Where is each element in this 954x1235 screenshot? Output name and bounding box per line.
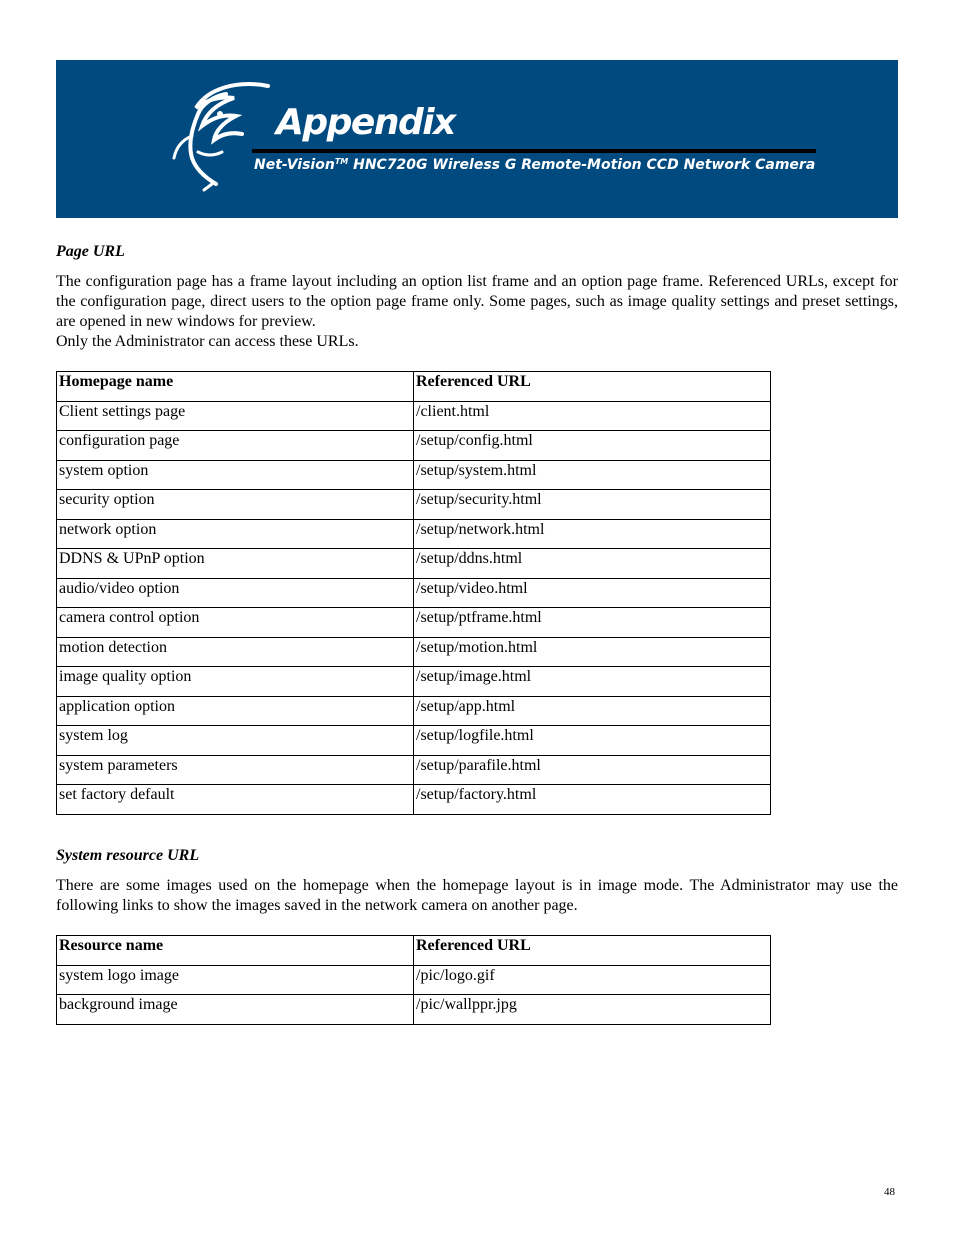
banner-divider (252, 149, 816, 153)
referenced-url-cell: /pic/logo.gif (414, 965, 771, 995)
table-row (57, 785, 771, 815)
resource-name-cell: background image (57, 995, 414, 1025)
referenced-url-cell: /setup/factory.html (414, 785, 771, 815)
referenced-url-cell: /setup/ddns.html (414, 549, 771, 579)
referenced-url-cell: /setup/config.html (414, 431, 771, 461)
referenced-url-cell: /setup/video.html (414, 578, 771, 608)
table-row (57, 995, 771, 1025)
table-row (57, 965, 771, 995)
page-number: 48 (884, 1186, 895, 1198)
referenced-url-cell: /setup/ptframe.html (414, 608, 771, 638)
page-url-paragraph-1: The configuration page has a frame layout including an option list frame and an option page frame. Referenced URLs, except for the configuration page, direct users to the option page frame only. Some pages, such as image quality settings and preset settings, are opened in new windows for preview. (56, 273, 898, 330)
homepage-name-cell: Client settings page (57, 401, 414, 431)
homepage-name-cell: image quality option (57, 667, 414, 697)
table-header-row (57, 936, 771, 966)
column-header-referenced-url: Referenced URL (414, 936, 771, 966)
table-row (57, 755, 771, 785)
table-row (57, 401, 771, 431)
homepage-name-cell: system parameters (57, 755, 414, 785)
trademark-mark: TM (334, 157, 349, 166)
referenced-url-cell: /setup/logfile.html (414, 726, 771, 756)
homepage-name-cell: motion detection (57, 637, 414, 667)
table-row (57, 431, 771, 461)
homepage-name-cell: DDNS & UPnP option (57, 549, 414, 579)
brand-name: Net-Vision (254, 157, 335, 173)
homepage-name-cell: camera control option (57, 608, 414, 638)
resource-name-cell: system logo image (57, 965, 414, 995)
referenced-url-cell: /setup/network.html (414, 519, 771, 549)
referenced-url-cell: /setup/parafile.html (414, 755, 771, 785)
table-row (57, 608, 771, 638)
referenced-url-cell: /pic/wallppr.jpg (414, 995, 771, 1025)
referenced-url-cell: /client.html (414, 401, 771, 431)
product-name: HNC720G Wireless G Remote-Motion CCD Network Camera (348, 157, 816, 173)
appendix-banner (56, 60, 898, 218)
table-row (57, 490, 771, 520)
referenced-url-cell: /setup/system.html (414, 460, 771, 490)
homepage-name-cell: application option (57, 696, 414, 726)
homepage-name-cell: set factory default (57, 785, 414, 815)
referenced-url-cell: /setup/security.html (414, 490, 771, 520)
table-row (57, 578, 771, 608)
system-resource-heading: System resource URL (56, 847, 200, 864)
banner-subtitle (254, 157, 815, 173)
system-resource-table (56, 935, 771, 1025)
referenced-url-cell: /setup/motion.html (414, 637, 771, 667)
table-row (57, 637, 771, 667)
table-row (57, 549, 771, 579)
column-header-resource-name: Resource name (57, 936, 414, 966)
page-url-table (56, 371, 771, 815)
homepage-name-cell: system option (57, 460, 414, 490)
homepage-name-cell: security option (57, 490, 414, 520)
homepage-name-cell: configuration page (57, 431, 414, 461)
table-row (57, 519, 771, 549)
system-resource-description (56, 876, 898, 916)
table-row (57, 667, 771, 697)
column-header-homepage-name: Homepage name (57, 372, 414, 402)
table-header-row (57, 372, 771, 402)
table-row (57, 726, 771, 756)
page-url-description (56, 272, 898, 352)
referenced-url-cell: /setup/image.html (414, 667, 771, 697)
page-url-paragraph-2: Only the Administrator can access these URLs. (56, 333, 359, 350)
homepage-name-cell: network option (57, 519, 414, 549)
homepage-name-cell: audio/video option (57, 578, 414, 608)
table-row (57, 460, 771, 490)
page-url-heading: Page URL (56, 243, 125, 260)
column-header-referenced-url: Referenced URL (414, 372, 771, 402)
system-resource-paragraph: There are some images used on the homepage when the homepage layout is in image mode. The Administrator may use the following links to show the images saved in the network camera on another page. (56, 877, 898, 914)
homepage-name-cell: system log (57, 726, 414, 756)
referenced-url-cell: /setup/app.html (414, 696, 771, 726)
table-row (57, 696, 771, 726)
banner-title: Appendix (276, 102, 455, 143)
